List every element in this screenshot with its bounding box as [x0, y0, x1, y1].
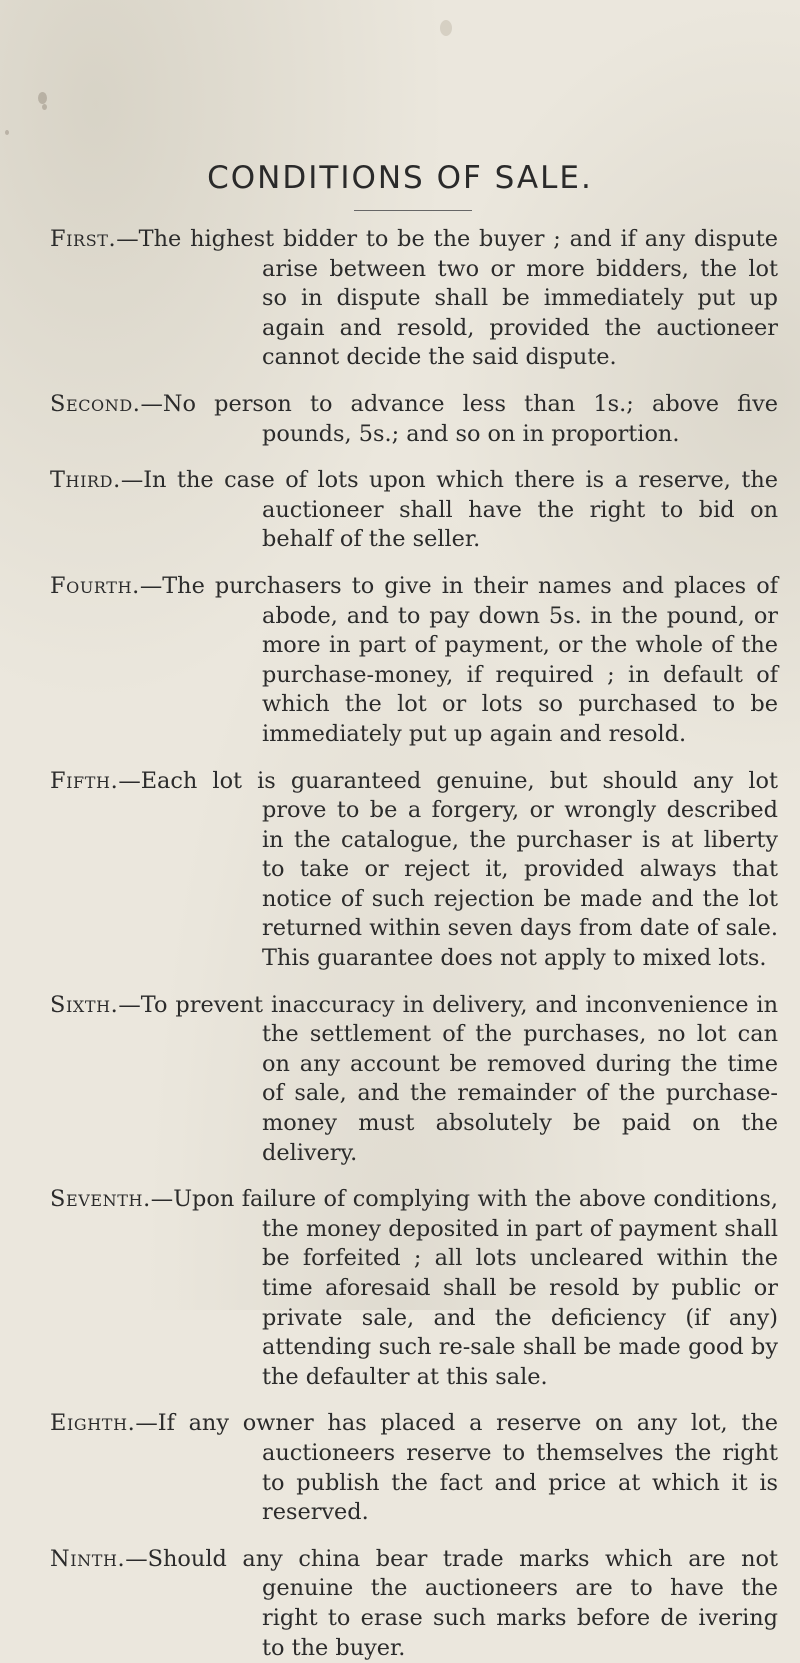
condition-text: —To prevent inaccuracy in delivery, and inconvenience in the settlement of the purchases, no lot can on any account be removed during the time of sale, and the remainder of the purchase-money must absolutely be paid on the delivery. [118, 991, 778, 1166]
title-underline [354, 210, 472, 211]
condition-text: —The purchasers to give in their names and places of abode, and to pay down 5s. in the pound, or more in part of payment, or the whole of the purchase-money, if required ; in default of which the lot or lots so purchased to be immediately put up again and resold. [139, 572, 778, 747]
condition-ordinal: Fifth. [50, 767, 119, 794]
condition-ninth [0, 1545, 800, 1663]
condition-ordinal: Eighth. [50, 1410, 136, 1437]
paper-stain [5, 130, 9, 135]
condition-ordinal: Sixth. [50, 991, 119, 1018]
condition-ordinal: Seventh. [50, 1186, 151, 1213]
condition-second [0, 390, 800, 449]
condition-text: —The highest bidder to be the buyer ; and if any dispute arise between two or more bidders, the lot so in dispute shall be immediately put up again and resold, provided the auctioneer cannot decide the said dispute. [116, 226, 778, 371]
condition-text: —In the case of lots upon which there is a reserve, the auctioneer shall have the right to bid on behalf of the seller. [120, 467, 778, 553]
condition-fourth [0, 572, 800, 750]
condition-ordinal: First. [50, 226, 117, 252]
paper-stain [440, 20, 452, 36]
condition-text: —Each lot is guaranteed genuine, but should any lot prove to be a forgery, or wrongly described in the catalogue, the purchaser is at liberty to take or reject it, provided always that notice of such rejection be made and the lot returned within seven days from date of sale. This guarantee does not apply to mixed lots. [118, 767, 778, 972]
condition-ordinal: Second. [50, 390, 141, 417]
condition-text: —Upon failure of complying with the above conditions, the money deposited in part of payment shall be forfeited ; all lots uncleared within the time aforesaid shall be resold by public or private sale, and the deficiency (if any) attending such re-sale shall be made good by the defaulter at this sale. [150, 1186, 778, 1390]
condition-ordinal: Ninth. [50, 1545, 126, 1572]
condition-fifth [0, 767, 800, 974]
conditions-list [0, 225, 800, 1663]
condition-first [0, 225, 800, 373]
condition-ordinal: Third. [50, 467, 121, 494]
condition-text: —No person to advance less than 1s.; above five pounds, 5s.; and so on in proportion. [140, 390, 778, 447]
condition-seventh [0, 1185, 800, 1392]
condition-sixth [0, 991, 800, 1169]
condition-ordinal: Fourth. [50, 572, 140, 599]
page-title: CONDITIONS OF SALE. [207, 160, 593, 196]
condition-third [0, 466, 800, 555]
condition-text: —Should any china bear trade marks which are not genuine the auctioneers are to have the right to erase such marks before de ivering to the buyer. [125, 1545, 778, 1661]
paper-stain [38, 92, 47, 104]
paper-stain [42, 104, 47, 110]
condition-eighth [0, 1409, 800, 1527]
condition-text: —If any owner has placed a reserve on any lot, the auctioneers reserve to themselves the right to publish the fact and price at which it is reserved. [135, 1410, 778, 1526]
